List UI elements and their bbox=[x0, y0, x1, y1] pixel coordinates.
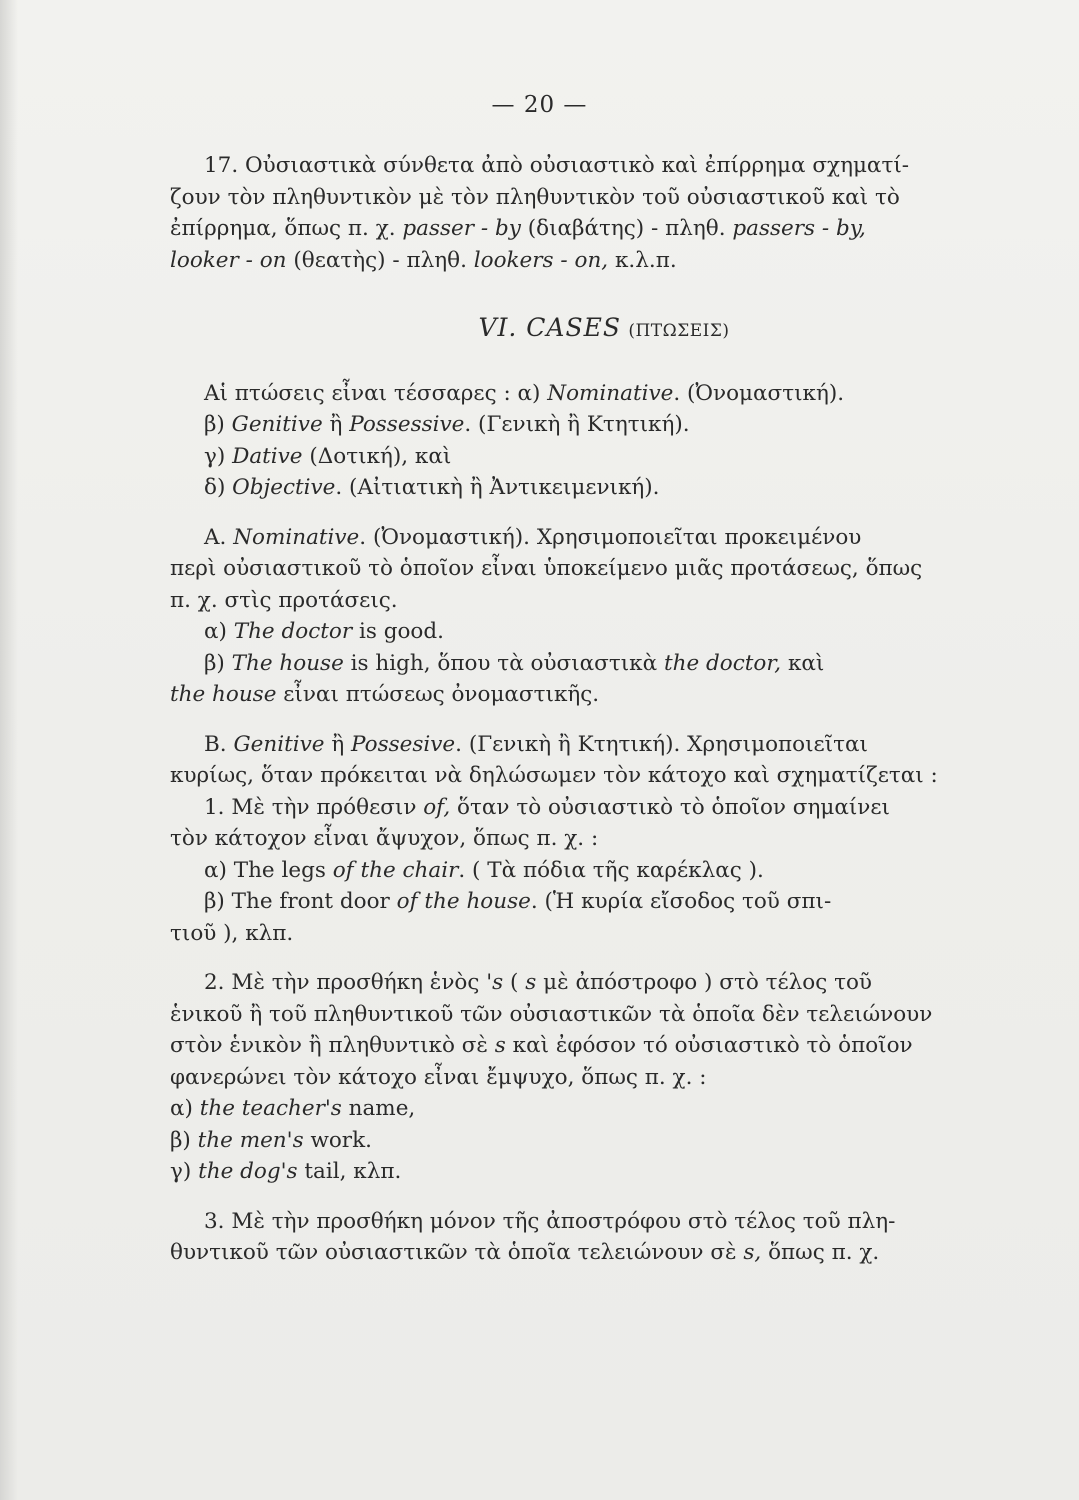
english-term: s, bbox=[743, 1240, 762, 1265]
text-span: (Δοτική), καὶ bbox=[302, 443, 452, 469]
text-span: 2. Μὲ τὴν προσθήκη ἑνὸς bbox=[204, 970, 487, 995]
text-span: εἶναι πτώσεως ὀνομαστικῆς. bbox=[276, 682, 600, 707]
english-term: the dog's bbox=[198, 1159, 298, 1184]
english-term: Genitive bbox=[231, 412, 323, 437]
text-line bbox=[170, 729, 1038, 761]
text-span: (διαβάτης) - πληθ. bbox=[520, 216, 733, 241]
text-line bbox=[170, 648, 1038, 680]
text-span: ἑνικοῦ ἢ τοῦ πληθυντικοῦ τῶν οὐσιαστικῶν τὰ ὁποῖα δὲν τελειώνουν bbox=[170, 1001, 933, 1027]
text-span: A. bbox=[204, 524, 234, 550]
english-term: s bbox=[494, 1033, 506, 1058]
text-span: περὶ οὐσιαστικοῦ τὸ ὁποῖον εἶναι ὑποκείμενο μιᾶς προτάσεως, ὅπως bbox=[170, 556, 923, 581]
text-line bbox=[170, 679, 1038, 711]
english-term: Objective bbox=[232, 475, 336, 500]
text-span: π. χ. στὶς προτάσεις. bbox=[170, 587, 398, 613]
text-span: . (Αἰτιατικὴ ἢ Ἀντικειμενική). bbox=[335, 475, 660, 500]
text-line bbox=[170, 522, 1038, 554]
english-term: Nominative bbox=[233, 524, 360, 550]
text-line bbox=[170, 441, 1038, 473]
text-line bbox=[170, 823, 1038, 855]
text-line bbox=[170, 967, 1038, 999]
text-span: . (Ὀνομαστική). bbox=[673, 380, 845, 406]
english-term: The house bbox=[231, 650, 344, 676]
text-span: θυντικοῦ τῶν οὐσιαστικῶν τὰ ὁποῖα τελειώνουν σὲ bbox=[170, 1240, 744, 1265]
text-span: B. bbox=[204, 731, 234, 757]
text-line bbox=[170, 1030, 1038, 1062]
text-span: γ) bbox=[170, 1159, 199, 1184]
text-span: ζουν τὸν πληθυντικὸν μὲ τὸν πληθυντικὸν τοῦ οὐσιαστικοῦ καὶ τὸ bbox=[170, 184, 900, 210]
english-term: of the house bbox=[396, 889, 531, 914]
english-term: of, bbox=[423, 794, 451, 820]
paragraph-17 bbox=[170, 150, 1038, 276]
text-line bbox=[170, 616, 1038, 648]
english-term: 's bbox=[486, 970, 504, 995]
text-span: φανερώνει τὸν κάτοχο εἶναι ἔμψυχο, ὅπως π. χ. : bbox=[170, 1064, 707, 1090]
text-span: ὅπως π. χ. bbox=[761, 1240, 880, 1265]
text-span: β) bbox=[204, 412, 232, 437]
english-term: passers - by, bbox=[732, 216, 866, 241]
text-line bbox=[170, 472, 1038, 504]
text-span: ( bbox=[503, 970, 526, 995]
text-span: . ( Τὰ πόδια τῆς καρέκλας ). bbox=[458, 857, 764, 883]
text-line bbox=[170, 585, 1038, 617]
text-span: β) bbox=[170, 1127, 198, 1153]
text-line bbox=[170, 886, 1038, 918]
text-span: α) bbox=[204, 619, 234, 644]
english-term: the men's bbox=[197, 1127, 304, 1153]
text-span: κυρίως, ὅταν πρόκειται νὰ δηλώσωμεν τὸν κάτοχο καὶ σχηματίζεται : bbox=[170, 763, 938, 788]
text-line bbox=[170, 999, 1038, 1031]
english-term: Possessive bbox=[349, 412, 465, 437]
text-span: καὶ bbox=[781, 650, 825, 676]
english-term: the doctor, bbox=[663, 650, 782, 676]
text-line bbox=[170, 855, 1038, 887]
text-span: . (Ἡ κυρία εἴσοδος τοῦ σπι- bbox=[530, 889, 832, 914]
text-line bbox=[170, 1062, 1038, 1094]
section-title-english: VI. CASES bbox=[478, 313, 621, 342]
text-line bbox=[170, 213, 1038, 245]
section-b-genitive bbox=[170, 729, 1038, 950]
text-line bbox=[170, 409, 1038, 441]
text-line bbox=[170, 182, 1038, 214]
text-span: 3. Μὲ τὴν προσθήκη μόνον τῆς ἀποστρόφου στὸ τέλος τοῦ πλη- bbox=[204, 1208, 896, 1234]
text-line bbox=[170, 150, 1038, 182]
section-3-apostrophe-only bbox=[170, 1206, 1038, 1269]
text-line bbox=[170, 1156, 1038, 1188]
cases-list bbox=[170, 378, 1038, 504]
english-term: of the chair bbox=[332, 857, 459, 883]
page-body bbox=[170, 150, 1038, 1269]
text-span: . (Γενικὴ ἢ Κτητική). Χρησιμοποιεῖται bbox=[455, 731, 868, 757]
page-number: — 20 — bbox=[491, 92, 588, 118]
text-span: α) bbox=[170, 1096, 200, 1121]
text-span: name, bbox=[341, 1096, 416, 1121]
english-term: looker - on bbox=[170, 247, 287, 273]
text-line bbox=[170, 792, 1038, 824]
text-span: στὸν ἑνικὸν ἢ πληθυντικὸ σὲ bbox=[170, 1033, 495, 1058]
english-term: Dative bbox=[232, 443, 303, 469]
text-span: β) The front door bbox=[204, 889, 397, 914]
section-2-apostrophe-s bbox=[170, 967, 1038, 1188]
text-span: is high, ὅπου τὰ οὐσιαστικὰ bbox=[343, 650, 664, 676]
text-span: β) bbox=[204, 650, 232, 676]
text-span: κ.λ.π. bbox=[608, 247, 677, 273]
text-line bbox=[170, 553, 1038, 585]
text-line bbox=[170, 760, 1038, 792]
text-line bbox=[170, 378, 1038, 410]
english-term: Possesive bbox=[351, 731, 456, 757]
text-span: ὅταν τὸ οὐσιαστικὸ τὸ ὁποῖον σημαίνει bbox=[450, 794, 890, 820]
text-span: (θεατὴς) - πληθ. bbox=[286, 247, 474, 273]
text-span: 1. Μὲ τὴν πρόθεσιν bbox=[204, 794, 424, 820]
text-span: γ) bbox=[204, 443, 233, 469]
text-span: work. bbox=[303, 1127, 372, 1153]
english-term: Genitive bbox=[233, 731, 325, 757]
text-line bbox=[170, 1093, 1038, 1125]
english-term: the house bbox=[170, 682, 277, 707]
text-span: μὲ ἀπόστροφο ) στὸ τέλος τοῦ bbox=[536, 970, 872, 995]
section-title-greek: (ΠΤΩΣΕΙΣ) bbox=[628, 321, 730, 341]
english-term: lookers - on, bbox=[473, 247, 609, 273]
text-span: tail, κλπ. bbox=[297, 1159, 402, 1184]
text-line bbox=[170, 245, 1038, 277]
text-span: . (Ὀνομαστική). Χρησιμοποιεῖται προκειμένου bbox=[359, 524, 862, 550]
text-span: Αἱ πτώσεις εἶναι τέσσαρες : α) bbox=[204, 380, 548, 406]
english-term: The doctor bbox=[233, 619, 353, 644]
text-line bbox=[170, 1237, 1038, 1269]
english-term: the teacher's bbox=[199, 1096, 342, 1121]
section-title bbox=[170, 312, 1038, 348]
text-span: ἐπίρρημα, ὅπως π. χ. bbox=[170, 216, 403, 241]
text-span: 17. Οὐσιαστικὰ σύνθετα ἀπὸ οὐσιαστικὸ καὶ ἐπίρρημα σχηματί- bbox=[204, 153, 910, 178]
text-span: τὸν κάτοχον εἶναι ἄψυχον, ὅπως π. χ. : bbox=[170, 826, 599, 851]
text-line bbox=[170, 918, 1038, 950]
section-a-nominative bbox=[170, 522, 1038, 711]
text-span: α) The legs bbox=[204, 857, 333, 883]
text-span: τιοῦ ), κλπ. bbox=[170, 920, 294, 946]
text-span: καὶ ἐφόσον τό οὐσιαστικὸ τὸ ὁποῖον bbox=[505, 1033, 913, 1058]
text-span: δ) bbox=[204, 475, 233, 500]
english-term: Nominative bbox=[547, 380, 674, 406]
text-line bbox=[170, 1206, 1038, 1238]
text-span: ἢ bbox=[322, 412, 350, 437]
text-span: ἢ bbox=[324, 731, 352, 757]
text-span: is good. bbox=[352, 619, 444, 644]
text-line bbox=[170, 1125, 1038, 1157]
text-span: . (Γενικὴ ἢ Κτητική). bbox=[464, 412, 690, 437]
english-term: s bbox=[525, 970, 537, 995]
english-term: passer - by bbox=[402, 216, 521, 241]
